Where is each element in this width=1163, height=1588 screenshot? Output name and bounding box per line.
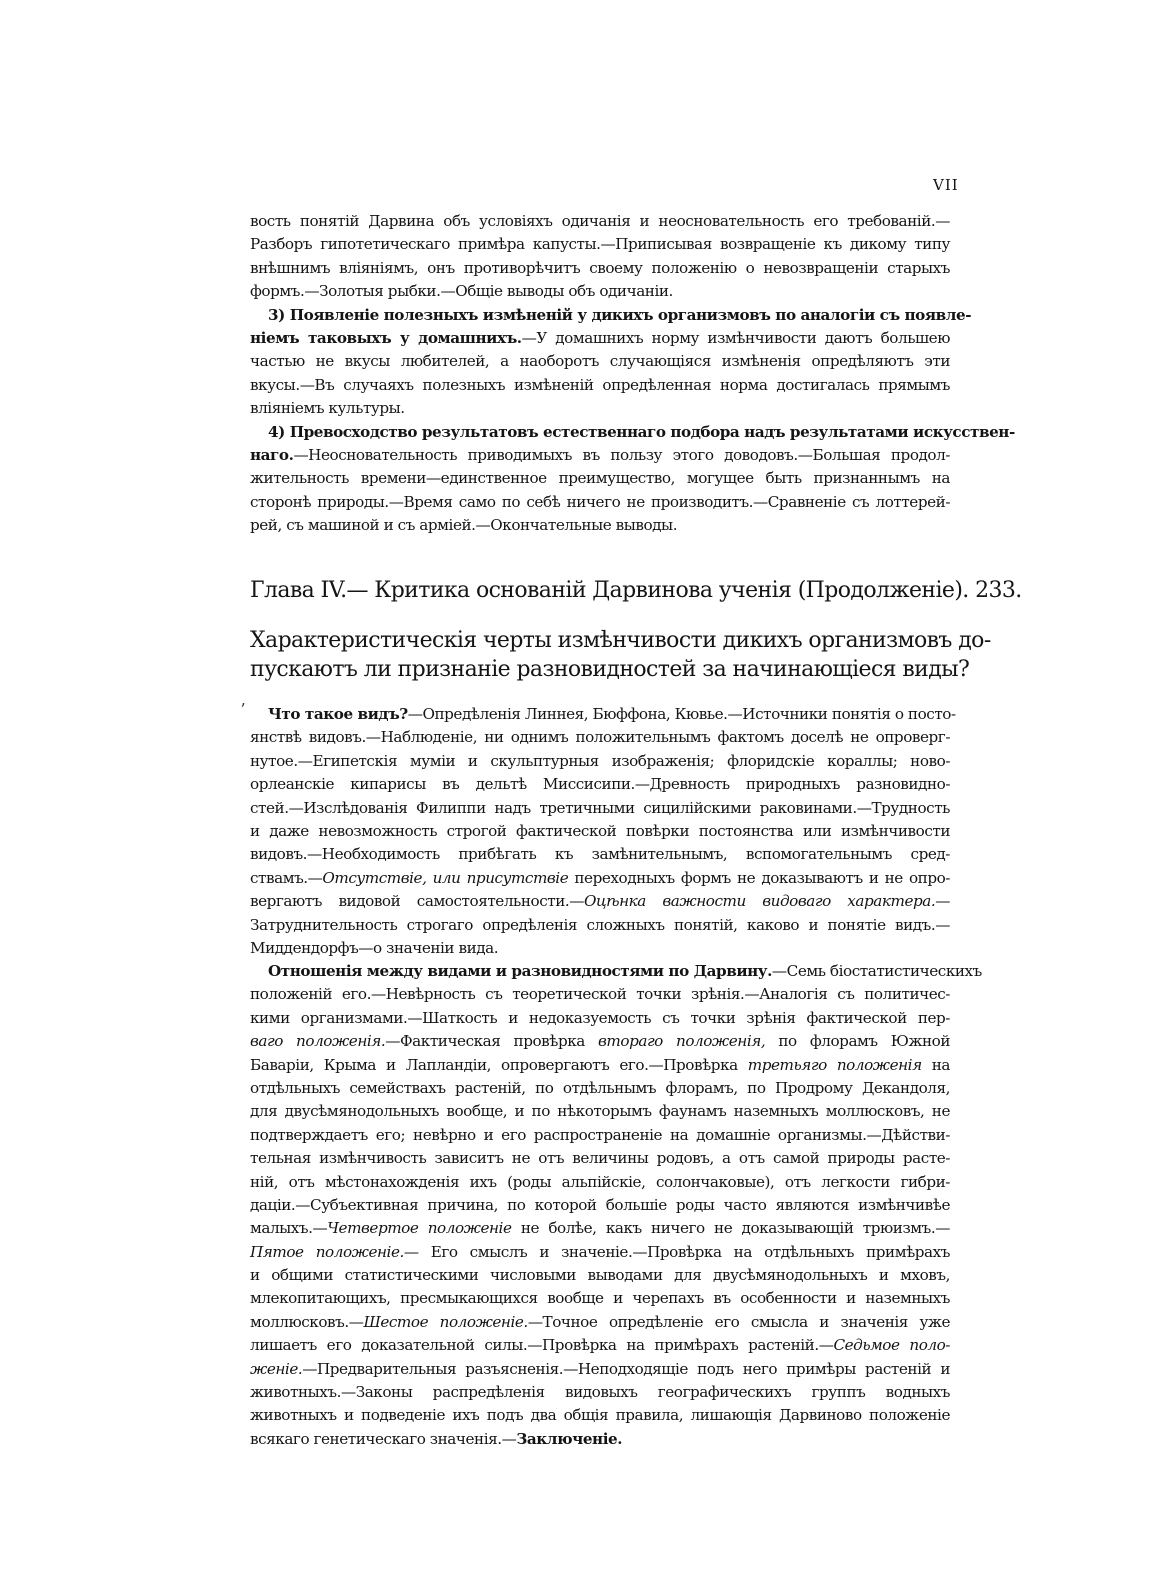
text-line: для двусѣмянодольныхъ вообще, и по нѣкоторымъ фаунамъ наземныхъ моллюсковъ, не	[250, 1102, 950, 1121]
text-line: нутое.—Египетскія муміи и скульптурныя изображенія; флоридскіе кораллы; ново-	[250, 751, 950, 770]
text-line: частью не вкусы любителей, а наоборотъ случающіяся измѣненія опредѣляютъ эти	[250, 352, 950, 371]
text-line: внѣшнимъ вліяніямъ, онъ противорѣчитъ своему положенію о невозвращеніи старыхъ	[250, 258, 950, 277]
text-line: орлеанскіе кипарисы въ дельтѣ Миссисипи.—Древность природныхъ разновидно-	[250, 775, 950, 794]
text-line: и даже невозможность строгой фактической повѣрки постоянства или измѣнчивости	[250, 821, 950, 840]
subtitle-line: пускаютъ ли признаніе разновидностей за начинающіеся виды?	[250, 657, 970, 682]
text-line: Разборъ гипотетическаго примѣра капусты.—Приписывая возвращеніе къ дикому типу	[250, 235, 950, 254]
text-line: Что такое видъ?—Опредѣленія Линнея, Бюффона, Кювье.—Источники понятія о посто-	[268, 705, 956, 723]
text-line: лишаетъ его доказательной силы.—Провѣрка на примѣрахъ растеній.—Седьмое поло-	[250, 1336, 950, 1355]
text-line: Миддендорфъ—о значеніи вида.	[250, 938, 499, 957]
text-line: кими организмами.—Шаткость и недоказуемость съ точки зрѣнія фактической пер-	[250, 1008, 950, 1027]
text-line: рей, съ машиной и съ арміей.—Окончательные выводы.	[250, 516, 678, 535]
text-line: животныхъ и подведеніе ихъ подъ два общія правила, лишающія Дарвиново положеніе	[250, 1406, 950, 1425]
top-text-block	[250, 210, 1015, 537]
text-line: всякаго генетическаго значенія.—Заключеніе.	[250, 1429, 623, 1448]
paragraph-what-is-species	[250, 703, 956, 960]
chapter-subtitle	[250, 626, 991, 684]
paragraph-species-varieties	[250, 960, 982, 1451]
text-line: вергаютъ видовой самостоятельности.—Оцѣнка важности видоваго характера.—	[250, 892, 950, 911]
text-line: даціи.—Субъективная причина, по которой большіе роды часто являются измѣнчивѣе	[250, 1195, 950, 1214]
text-line: положеній его.—Невѣрность съ теоретической точки зрѣнія.—Аналогія съ политичес-	[250, 985, 950, 1004]
page-number: VII	[933, 176, 959, 194]
text-line: ваго положенія.—Фактическая провѣрка втораго положенія, по флорамъ Южной	[250, 1032, 950, 1051]
text-line: Баваріи, Крыма и Лапландіи, опровергаютъ его.—Провѣрка третьяго положенія на	[250, 1055, 951, 1074]
text-line: формъ.—Золотыя рыбки.—Общіе выводы объ одичаніи.	[250, 282, 673, 301]
margin-tick-mark: ʼ	[240, 700, 246, 719]
text-line: вліяніемъ культуры.	[250, 399, 405, 418]
text-line: тельная измѣнчивость зависитъ не отъ величины родовъ, а отъ самой природы расте-	[250, 1149, 950, 1168]
text-line: малыхъ.—Четвертое положеніе не болѣе, какъ ничего не доказывающій трюизмъ.—	[250, 1219, 950, 1238]
text-line: ніемъ таковыхъ у домашнихъ.—У домашнихъ норму измѣнчивости даютъ большею	[250, 328, 950, 347]
text-line: подтверждаетъ его; невѣрно и его распространеніе на домашніе организмы.—Дѣйстви-	[250, 1125, 950, 1144]
section-4-heading: 4) Превосходство результатовъ естественнаго подбора надъ результатами искусствен-	[268, 422, 1015, 441]
text-line: янствѣ видовъ.—Наблюденіе, ни однимъ положительнымъ фактомъ доселѣ не опроверг-	[250, 728, 950, 747]
text-line: ній, отъ мѣстонахожденія ихъ (роды альпійскіе, солончаковые), отъ легкости гибри-	[250, 1172, 950, 1191]
text-line: Пятое положеніе.— Его смыслъ и значеніе.—Провѣрка на отдѣльныхъ примѣрахъ	[250, 1242, 950, 1261]
chapter-title: Глава IV.— Критика основаній Дарвинова ученія (Продолженіе). 233.	[250, 578, 1022, 603]
text-line: вость понятій Дарвина объ условіяхъ одичанія и неосновательность его требованій.—	[250, 212, 950, 230]
text-line: вкусы.—Въ случаяхъ полезныхъ измѣненій опредѣленная норма достигалась прямымъ	[250, 375, 950, 394]
text-line: Отношенія между видами и разновидностями по Дарвину.—Семь біостатистическихъ	[268, 962, 982, 980]
text-line: жительность времени—единственное преимущество, могущее быть признаннымъ на	[250, 469, 950, 488]
text-line: женіе.—Предварительныя разъясненія.—Неподходящіе подъ него примѣры растеній и	[250, 1359, 950, 1378]
text-line: отдѣльныхъ семействахъ растеній, по отдѣльнымъ флорамъ, по Продрому Декандоля,	[250, 1078, 950, 1097]
subtitle-line: Характеристическія черты измѣнчивости дикихъ организмовъ до-	[250, 628, 991, 653]
text-line: и общими статистическими числовыми выводами для двусѣмянодольныхъ и мховъ,	[250, 1266, 950, 1285]
text-line: стей.—Изслѣдованія Филиппи надъ третичными сицилійскими раковинами.—Трудность	[250, 798, 950, 817]
text-line: сторонѣ природы.—Время само по себѣ ничего не производитъ.—Сравненіе съ лоттерей-	[250, 492, 950, 511]
text-line: видовъ.—Необходимость прибѣгать къ замѣнительнымъ, вспомогательнымъ сред-	[250, 845, 950, 864]
text-line: Затруднительность строгаго опредѣленія сложныхъ понятій, каково и понятіе видъ.—	[250, 915, 950, 934]
text-line: млекопитающихъ, пресмыкающихся вообще и черепахъ въ особенности и наземныхъ	[250, 1289, 950, 1308]
text-line: ствамъ.—Отсутствіе, или присутствіе переходныхъ формъ не доказываютъ и не опро-	[250, 868, 950, 887]
text-line: животныхъ.—Законы распредѣленія видовыхъ географическихъ группъ водныхъ	[250, 1383, 950, 1402]
text-line: моллюсковъ.—Шестое положеніе.—Точное опредѣленіе его смысла и значенія уже	[250, 1312, 951, 1331]
section-3-heading: 3) Появленіе полезныхъ измѣненій у дикихъ организмовъ по аналогіи съ появле-	[268, 305, 972, 324]
text-line: наго.—Неосновательность приводимыхъ въ пользу этого доводовъ.—Большая продол-	[250, 445, 950, 464]
